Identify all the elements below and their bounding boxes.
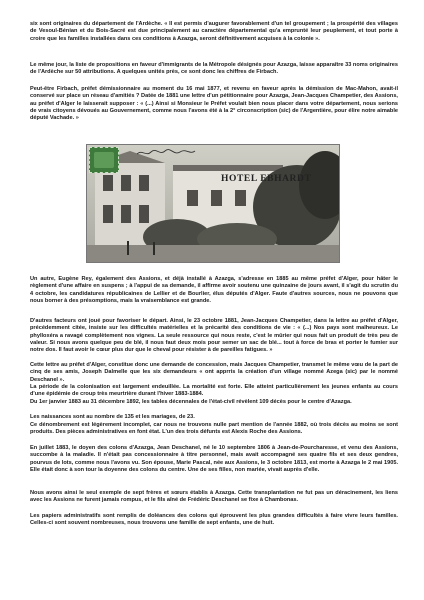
paragraph-2: Le même jour, la liste de propositions en faveur d'immigrants de la Métropole désignés pour Azazga, laisse apparaître 33 noms originaires de l'Ardèche sur 50 attributions. A quelques unités près, ce sont donc les chiffres de Firbach. (30, 62, 398, 76)
paragraph-9: Les naissances sont au nombre de 135 et les mariages, de 23. (30, 414, 195, 420)
paragraph-7: La période de la colonisation est largement endeuillée. La mortalité est forte. Elle atteint particulièrement les jeunes enfants au cours d'une épidémie de croup très meurtrière durant l'hiver 1883-1884. (30, 384, 398, 398)
paragraph-10: Ce dénombrement est légèrement incomplet, car nous ne trouvons nulle part mention de l'année 1882, où trois décès au moins se sont produits. Des pièces administratives en font état. L'un des trois défunts est Alexis Roche des Assions. (30, 422, 398, 436)
hotel-sign-text: HOTEL EBHARDT (221, 174, 312, 184)
paragraph-13: Les papiers administratifs sont remplis de doléances des colons qui éprouvent les plus grandes difficultés à faire vivre leurs familles. Celles-ci sont souvent nombreuses, nous trouvons une famille de sept enfants, une de huit. (30, 513, 398, 527)
hotel-postcard-photo (86, 144, 340, 263)
hotel-photo-illustration (87, 145, 339, 262)
postage-stamp (89, 147, 119, 173)
paragraph-5: D'autres facteurs ont joué pour favoriser le départ. Ainsi, le 23 octobre 1881, Jean-Jacques Champetier, dans la lettre au préfet d'Alger, précédemment citée, insiste sur les difficultés matérielles et la précarité des conditions de vie : « (...) Nos pays sont malheureux. Le phylloxéra a ravagé complètement nos vignes. La seule ressource qui nous reste, c'est le mûrier qui nous fait un produit de très peu de valeur. Si nous avons quelque peu de blé, il nous faut deux mois pour semer un sac de blé... tout à force de bras et porter le fumier sur notre dos. Il faut avoir le cœur plus dur que le cheval pour résister à de pareilles fatigues. » (30, 318, 398, 354)
paragraph-4: Un autre, Eugène Rey, également des Assions, et déjà installé à Azazga, s'adresse en 1885 au même préfet d'Alger, pour hâter le règlement d'une affaire en suspens ; à l'appui de sa demande, il affirme avoir soutenu une quinzaine de jours avant, il s'agit du scrutin du 4 octobre, les candidatures républicaines de Lellier et de Bourlier, élus députés d'Alger. Faute d'autres sources, nous ne pouvons que nous borner à des présomptions, mais la vraisemblance est grande. (30, 276, 398, 305)
paragraph-6: Cette lettre au préfet d'Alger, constitue donc une demande de concession, mais Jacques Champetier, transmet le même vœu de la part de cinq de ses amis, Joseph Dalmelle que les six demandeurs « ont apprris la création d'un village nommé Azega (sic) par le nommé Deschanel ». (30, 362, 398, 383)
paragraph-1: six sont originaires du département de l'Ardèche. « Il est permis d'augurer favorablement d'un tel groupement ; la prospérité des villages de Vesoul-Bénian et du Bois-Sacré est due principalement au caractère départemental qu'a emprunté leur peuplement, et tout porte à croire que les familles installées dans ces conditions à Azazga, seront définitivement acquises à la colonie ». (30, 21, 398, 42)
paragraph-3: Peut-être Firbach, préfet démissionnaire au moment du 16 mai 1877, et revenu en faveur après la démission de Mac-Mahon, avait-il conservé sur place un réseau d'amitiés ? Datée de 1881 une lettre d'un pétitionnaire pour Azazga, Jean-Jacques Champetier, des Assions, au préfet d'Alger le laisserait supposer : « (...) Ainsi si Monsieur le Préfet voulait bien nous placer dans votre département, nous serions de vrais citoyens dévoués au Gouvernement, comme nous l'avons été à la 2° circonscription (sic) de l'Argentière, pour élire notre aimable député Vachade. » (30, 86, 398, 122)
paragraph-11: En juillet 1883, le doyen des colons d'Azazga, Jean Deschanel, né le 10 septembre 1806 à Jean-de-Pourcharesse, et venu des Assions, succombe à la maladie. Il n'était pas concessionnaire à titre personnel, mais avait accompagné ses quatre fils et ses deux gendres, pourvus de lots, comme nous l'avons vu. Son épouse, Marie Pascal, née aux Assions, le 3 octobre 1813, est morte à Azazga le 2 mai 1905. Elle était donc à son tour la doyenne des colons du centre. Une de ses filles, non mariée, vivait auprès d'elle. (30, 445, 398, 474)
paragraph-8: Du 1er janvier 1883 au 31 décembre 1892, les tables décennales de l'état-civil révèlent 109 décès pour le centre d'Azazga. (30, 399, 352, 405)
handwriting-scribble (136, 148, 196, 158)
paragraph-12: Nous avons ainsi le seul exemple de sept frères et sœurs établis à Azazga. Cette transplantation ne fut pas un déracinement, les liens avec les Assions ne furent jamais rompus, et le fils aîné de Frédéric Deschanel se fixe à Chambonas. (30, 490, 398, 504)
